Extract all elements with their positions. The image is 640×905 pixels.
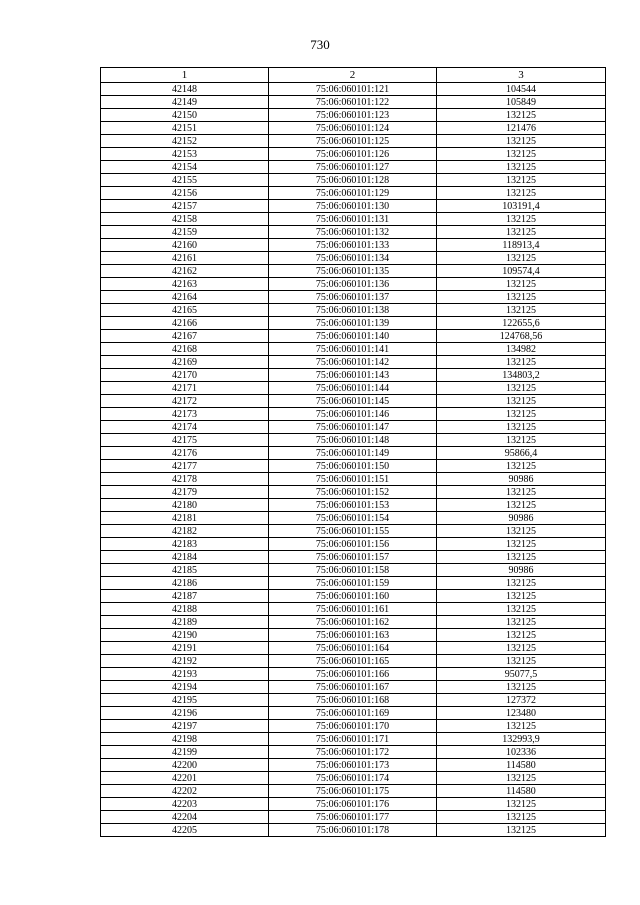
value-cell: 132125 [437,278,606,291]
cadastral-number-cell: 75:06:060101:128 [269,174,437,187]
row-number-cell: 42168 [101,343,269,356]
row-number-cell: 42171 [101,382,269,395]
table-row [101,811,606,824]
table-row [101,148,606,161]
row-number-cell: 42154 [101,161,269,174]
row-number-cell: 42193 [101,668,269,681]
value-cell: 132125 [437,525,606,538]
table-row [101,694,606,707]
row-number-cell: 42170 [101,369,269,382]
row-number-cell: 42195 [101,694,269,707]
table-row [101,291,606,304]
row-number-cell: 42165 [101,304,269,317]
value-cell: 132125 [437,460,606,473]
table-row [101,473,606,486]
row-number-cell: 42175 [101,434,269,447]
table-row [101,356,606,369]
value-cell: 132125 [437,798,606,811]
row-number-cell: 42149 [101,96,269,109]
row-number-cell: 42153 [101,148,269,161]
table-row [101,499,606,512]
value-cell: 132125 [437,720,606,733]
row-number-cell: 42172 [101,395,269,408]
row-number-cell: 42183 [101,538,269,551]
cadastral-number-cell: 75:06:060101:148 [269,434,437,447]
value-cell: 132125 [437,187,606,200]
value-cell: 132125 [437,148,606,161]
row-number-cell: 42205 [101,824,269,837]
table-row [101,200,606,213]
row-number-cell: 42184 [101,551,269,564]
value-cell: 132125 [437,161,606,174]
cadastral-number-cell: 75:06:060101:161 [269,603,437,616]
cadastral-number-cell: 75:06:060101:145 [269,395,437,408]
row-number-cell: 42150 [101,109,269,122]
table-row [101,226,606,239]
data-table [100,67,606,837]
value-cell: 132125 [437,616,606,629]
value-cell: 132125 [437,304,606,317]
cadastral-number-cell: 75:06:060101:125 [269,135,437,148]
cadastral-number-cell: 75:06:060101:162 [269,616,437,629]
value-cell: 132125 [437,174,606,187]
row-number-cell: 42200 [101,759,269,772]
value-cell: 132125 [437,824,606,837]
row-number-cell: 42197 [101,720,269,733]
row-number-cell: 42178 [101,473,269,486]
table-row [101,174,606,187]
cadastral-number-cell: 75:06:060101:141 [269,343,437,356]
value-cell: 124768,56 [437,330,606,343]
cadastral-number-cell: 75:06:060101:121 [269,83,437,96]
value-cell: 95866,4 [437,447,606,460]
cadastral-number-cell: 75:06:060101:160 [269,590,437,603]
value-cell: 132125 [437,551,606,564]
cadastral-number-cell: 75:06:060101:151 [269,473,437,486]
cadastral-number-cell: 75:06:060101:134 [269,252,437,265]
value-cell: 132125 [437,395,606,408]
value-cell: 132125 [437,603,606,616]
cadastral-number-cell: 75:06:060101:147 [269,421,437,434]
row-number-cell: 42191 [101,642,269,655]
cadastral-number-cell: 75:06:060101:178 [269,824,437,837]
row-number-cell: 42164 [101,291,269,304]
table-row [101,668,606,681]
table-row [101,83,606,96]
value-cell: 121476 [437,122,606,135]
table-row [101,408,606,421]
table-row [101,395,606,408]
table-row [101,252,606,265]
cadastral-number-cell: 75:06:060101:166 [269,668,437,681]
row-number-cell: 42199 [101,746,269,759]
cadastral-number-cell: 75:06:060101:165 [269,655,437,668]
cadastral-number-cell: 75:06:060101:177 [269,811,437,824]
row-number-cell: 42151 [101,122,269,135]
value-cell: 122655,6 [437,317,606,330]
cadastral-number-cell: 75:06:060101:136 [269,278,437,291]
table-row [101,343,606,356]
cadastral-number-cell: 75:06:060101:149 [269,447,437,460]
cadastral-number-cell: 75:06:060101:171 [269,733,437,746]
table-row [101,551,606,564]
cadastral-number-cell: 75:06:060101:153 [269,499,437,512]
cadastral-number-cell: 75:06:060101:157 [269,551,437,564]
cadastral-number-cell: 75:06:060101:135 [269,265,437,278]
table-row [101,772,606,785]
value-cell: 132125 [437,642,606,655]
value-cell: 109574,4 [437,265,606,278]
cadastral-number-cell: 75:06:060101:129 [269,187,437,200]
table-row [101,161,606,174]
value-cell: 95077,5 [437,668,606,681]
row-number-cell: 42203 [101,798,269,811]
row-number-cell: 42201 [101,772,269,785]
row-number-cell: 42152 [101,135,269,148]
column-header-2: 2 [269,68,437,83]
table-row [101,512,606,525]
value-cell: 132125 [437,590,606,603]
column-header-3: 3 [437,68,606,83]
table-row [101,603,606,616]
table-header [101,68,606,83]
cadastral-number-cell: 75:06:060101:154 [269,512,437,525]
value-cell: 132125 [437,291,606,304]
row-number-cell: 42196 [101,707,269,720]
value-cell: 132125 [437,681,606,694]
cadastral-number-cell: 75:06:060101:123 [269,109,437,122]
cadastral-number-cell: 75:06:060101:172 [269,746,437,759]
row-number-cell: 42158 [101,213,269,226]
value-cell: 103191,4 [437,200,606,213]
row-number-cell: 42156 [101,187,269,200]
cadastral-number-cell: 75:06:060101:167 [269,681,437,694]
table-row [101,109,606,122]
table-row [101,720,606,733]
value-cell: 132125 [437,538,606,551]
value-cell: 132125 [437,135,606,148]
page-number: 730 [310,37,330,52]
row-number-cell: 42194 [101,681,269,694]
value-cell: 132125 [437,655,606,668]
table-row [101,759,606,772]
table-row [101,434,606,447]
cadastral-number-cell: 75:06:060101:122 [269,96,437,109]
table-row [101,798,606,811]
table-row [101,577,606,590]
table-row [101,733,606,746]
cadastral-number-cell: 75:06:060101:173 [269,759,437,772]
column-header-1: 1 [101,68,269,83]
table-row [101,213,606,226]
value-cell: 132125 [437,109,606,122]
value-cell: 123480 [437,707,606,720]
cadastral-number-cell: 75:06:060101:126 [269,148,437,161]
value-cell: 132125 [437,252,606,265]
value-cell: 132125 [437,226,606,239]
table-row [101,382,606,395]
row-number-cell: 42169 [101,356,269,369]
table-row [101,655,606,668]
table-row [101,96,606,109]
table-row [101,187,606,200]
table-row [101,746,606,759]
value-cell: 90986 [437,564,606,577]
cadastral-number-cell: 75:06:060101:169 [269,707,437,720]
cadastral-number-cell: 75:06:060101:168 [269,694,437,707]
table-row [101,824,606,837]
cadastral-number-cell: 75:06:060101:175 [269,785,437,798]
cadastral-number-cell: 75:06:060101:164 [269,642,437,655]
row-number-cell: 42167 [101,330,269,343]
table-row [101,304,606,317]
cadastral-number-cell: 75:06:060101:137 [269,291,437,304]
table-row [101,525,606,538]
value-cell: 132125 [437,408,606,421]
value-cell: 132125 [437,772,606,785]
row-number-cell: 42185 [101,564,269,577]
row-number-cell: 42177 [101,460,269,473]
table-row [101,460,606,473]
cadastral-number-cell: 75:06:060101:130 [269,200,437,213]
table-row [101,642,606,655]
table-row [101,707,606,720]
cadastral-number-cell: 75:06:060101:152 [269,486,437,499]
row-number-cell: 42186 [101,577,269,590]
cadastral-number-cell: 75:06:060101:132 [269,226,437,239]
cadastral-number-cell: 75:06:060101:140 [269,330,437,343]
row-number-cell: 42155 [101,174,269,187]
row-number-cell: 42173 [101,408,269,421]
cadastral-number-cell: 75:06:060101:170 [269,720,437,733]
table-row [101,122,606,135]
value-cell: 104544 [437,83,606,96]
value-cell: 132125 [437,811,606,824]
value-cell: 132125 [437,382,606,395]
table-row [101,629,606,642]
row-number-cell: 42163 [101,278,269,291]
table-row [101,369,606,382]
row-number-cell: 42190 [101,629,269,642]
row-number-cell: 42198 [101,733,269,746]
value-cell: 102336 [437,746,606,759]
table-row [101,590,606,603]
row-number-cell: 42148 [101,83,269,96]
table-row [101,421,606,434]
row-number-cell: 42204 [101,811,269,824]
value-cell: 132125 [437,486,606,499]
row-number-cell: 42188 [101,603,269,616]
cadastral-number-cell: 75:06:060101:158 [269,564,437,577]
cadastral-number-cell: 75:06:060101:142 [269,356,437,369]
value-cell: 90986 [437,512,606,525]
value-cell: 105849 [437,96,606,109]
table-row [101,317,606,330]
cadastral-number-cell: 75:06:060101:150 [269,460,437,473]
cadastral-number-cell: 75:06:060101:133 [269,239,437,252]
cadastral-number-cell: 75:06:060101:146 [269,408,437,421]
cadastral-number-cell: 75:06:060101:176 [269,798,437,811]
row-number-cell: 42189 [101,616,269,629]
row-number-cell: 42176 [101,447,269,460]
value-cell: 118913,4 [437,239,606,252]
table-row [101,330,606,343]
table-row [101,486,606,499]
cadastral-number-cell: 75:06:060101:163 [269,629,437,642]
table-row [101,564,606,577]
cadastral-number-cell: 75:06:060101:138 [269,304,437,317]
value-cell: 132125 [437,499,606,512]
row-number-cell: 42180 [101,499,269,512]
table-row [101,239,606,252]
table-body [101,83,606,837]
row-number-cell: 42162 [101,265,269,278]
cadastral-number-cell: 75:06:060101:139 [269,317,437,330]
value-cell: 132125 [437,356,606,369]
table-row [101,265,606,278]
row-number-cell: 42160 [101,239,269,252]
table-row [101,447,606,460]
row-number-cell: 42182 [101,525,269,538]
table-row [101,278,606,291]
cadastral-number-cell: 75:06:060101:144 [269,382,437,395]
cadastral-number-cell: 75:06:060101:124 [269,122,437,135]
cadastral-number-cell: 75:06:060101:143 [269,369,437,382]
value-cell: 114580 [437,785,606,798]
cadastral-number-cell: 75:06:060101:131 [269,213,437,226]
table-row [101,681,606,694]
value-cell: 132125 [437,434,606,447]
row-number-cell: 42166 [101,317,269,330]
table-row [101,616,606,629]
row-number-cell: 42174 [101,421,269,434]
row-number-cell: 42159 [101,226,269,239]
value-cell: 132125 [437,629,606,642]
value-cell: 134982 [437,343,606,356]
row-number-cell: 42192 [101,655,269,668]
cadastral-number-cell: 75:06:060101:156 [269,538,437,551]
value-cell: 127372 [437,694,606,707]
cadastral-number-cell: 75:06:060101:174 [269,772,437,785]
row-number-cell: 42202 [101,785,269,798]
value-cell: 90986 [437,473,606,486]
value-cell: 132125 [437,421,606,434]
row-number-cell: 42181 [101,512,269,525]
value-cell: 132125 [437,213,606,226]
row-number-cell: 42157 [101,200,269,213]
row-number-cell: 42161 [101,252,269,265]
row-number-cell: 42187 [101,590,269,603]
value-cell: 134803,2 [437,369,606,382]
cadastral-number-cell: 75:06:060101:159 [269,577,437,590]
row-number-cell: 42179 [101,486,269,499]
cadastral-number-cell: 75:06:060101:155 [269,525,437,538]
value-cell: 132125 [437,577,606,590]
table-row [101,538,606,551]
cadastral-number-cell: 75:06:060101:127 [269,161,437,174]
table-row [101,135,606,148]
value-cell: 114580 [437,759,606,772]
value-cell: 132993,9 [437,733,606,746]
table-row [101,785,606,798]
header-row [101,68,606,83]
